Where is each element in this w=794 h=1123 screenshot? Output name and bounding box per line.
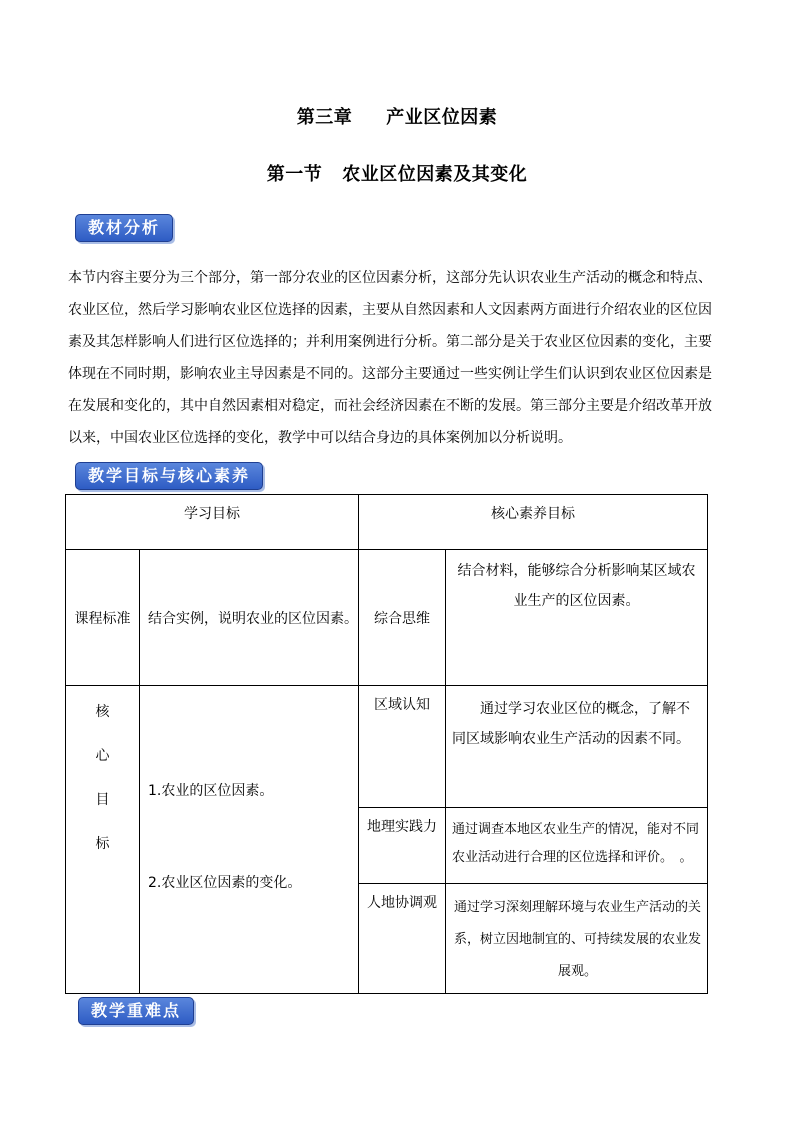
section-name: 农业区位因素及其变化 <box>342 164 528 185</box>
practice-label: 地理实践力 <box>359 808 446 884</box>
section-number: 第一节 <box>266 164 323 185</box>
intro-paragraph: 本节内容主要分为三个部分，第一部分农业的区位因素分析，这部分先认识农业生产活动的概念和特点、农业区位，然后学习影响农业区位选择的因素，主要从自然因素和人文因素两方面进行介绍农业的区位因素及其怎样影响人们进行区位选择的；并利用案例进行分析。第二部分是关于农业区位因素的变化，主要体现在不同时期，影响农业主导因素是不同的。这部分主要通过一些实例让学生们认识到农业区位因素是在发展和变化的，其中自然因素相对稳定，而社会经济因素在不断的发展。第三部分主要是介绍改革开放以来，中国农业区位选择的变化，教学中可以结合身边的具体案例加以分析说明。 <box>68 270 712 446</box>
core-label-char: 标 <box>95 836 110 852</box>
core-label-char: 心 <box>95 748 110 764</box>
regional-text: 通过学习农业区位的概念，了解不同区域影响农业生产活动的因素不同。 <box>446 686 708 808</box>
core-label-char: 目 <box>95 792 110 808</box>
chapter-title <box>0 103 794 129</box>
chapter-number: 第三章 <box>296 107 353 128</box>
core-label-char: 核 <box>95 704 110 720</box>
core-literacy-header: 核心素养目标 <box>359 495 708 550</box>
regional-label: 区域认知 <box>359 686 446 808</box>
goals-table <box>65 494 708 994</box>
practice-text: 通过调查本地区农业生产的情况，能对不同农业活动进行合理的区位选择和评价。 。 <box>446 808 708 884</box>
section-title <box>0 160 794 186</box>
harmony-label: 人地协调观 <box>359 884 446 994</box>
curriculum-goal: 结合实例，说明农业的区位因素。 <box>140 550 359 686</box>
curriculum-row <box>66 550 708 686</box>
regional-row <box>66 686 708 808</box>
textbook-analysis-badge: 教材分析 <box>75 214 173 242</box>
core-goal-label-cell <box>66 686 140 994</box>
table-header-row <box>66 495 708 550</box>
teaching-goals-badge: 教学目标与核心素养 <box>75 462 263 490</box>
core-goal-2: 2.农业区位因素的变化。 <box>148 875 302 891</box>
curriculum-label: 课程标准 <box>66 550 140 686</box>
learning-goals-header: 学习目标 <box>66 495 359 550</box>
comprehensive-text: 结合材料，能够综合分析影响某区域农业生产的区位因素。 <box>446 550 708 686</box>
key-difficulty-badge: 教学重难点 <box>78 997 194 1025</box>
harmony-text: 通过学习深刻理解环境与农业生产活动的关系，树立因地制宜的、可持续发展的农业发展观。 <box>446 884 708 994</box>
comprehensive-label: 综合思维 <box>359 550 446 686</box>
core-goal-1: 1.农业的区位因素。 <box>148 783 274 799</box>
core-goals-cell <box>140 686 359 994</box>
chapter-name: 产业区位因素 <box>386 107 498 128</box>
